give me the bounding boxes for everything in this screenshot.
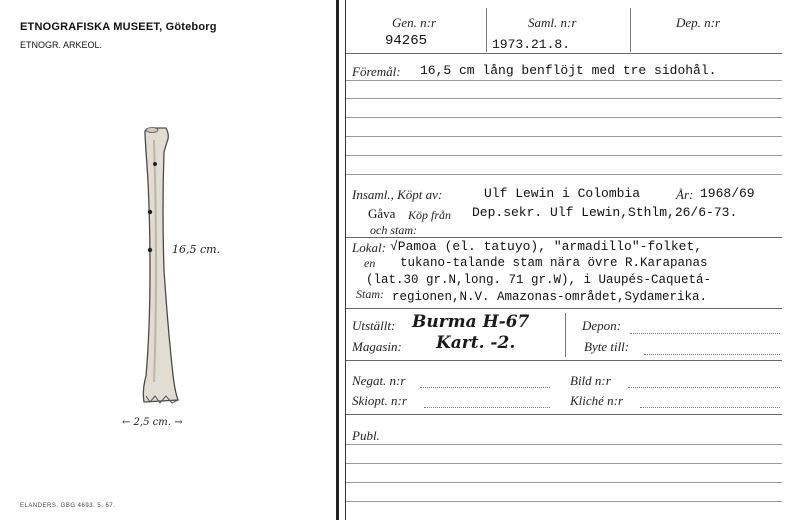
magasin-bottom-rule <box>346 360 782 361</box>
bild-field-line <box>628 387 780 388</box>
publ-line-4 <box>346 501 782 502</box>
kop-fran-label: Köp från <box>408 208 452 222</box>
lokal-bottom-rule <box>346 308 782 309</box>
magasin-value: Kart. -2. <box>436 333 516 353</box>
gen-nr-label: Gen. n:r <box>392 15 437 30</box>
utstallt-divider <box>565 313 566 357</box>
lokal-line-3: (lat.30 gr.N,long. 71 gr.W), i Uaupés-Caquetá- <box>366 273 712 287</box>
skiopt-field-line <box>424 407 550 408</box>
saml-nr-label: Saml. n:r <box>528 15 577 30</box>
en-label: en <box>364 256 376 270</box>
museum-name: ETNOGRAFISKA MUSEET, Göteborg <box>20 21 217 33</box>
bild-label: Bild n:r <box>570 373 611 388</box>
publ-line-1 <box>346 444 782 445</box>
publ-label: Publ. <box>352 428 380 443</box>
dep-nr-label: Dep. n:r <box>676 15 721 30</box>
ar-value: 1968/69 <box>700 186 755 201</box>
och-stam-label: och stam: <box>370 223 417 237</box>
lokal-line-2: tukano-talande stam nära övre R.Karapanas <box>400 256 708 270</box>
lokal-line-4: regionen,N.V. Amazonas-området,Sydamerika. <box>392 290 708 304</box>
byte-till-label: Byte till: <box>584 339 630 354</box>
insaml-value: Ulf Lewin i Colombia <box>484 186 641 201</box>
depon-field-line <box>630 333 780 334</box>
department-label: ETNOGR. ARKEOL. <box>20 40 103 50</box>
gen-nr-value: 94265 <box>385 33 428 49</box>
header-divider-1 <box>486 8 487 52</box>
foremal-line-1 <box>346 80 782 81</box>
publ-line-2 <box>346 463 782 464</box>
cliche-field-line <box>640 407 780 408</box>
gava-label: Gåva <box>368 206 396 221</box>
foremal-line-5 <box>346 155 782 156</box>
magasin-label: Magasin: <box>352 339 402 354</box>
foremal-line-6 <box>346 174 782 175</box>
negat-field-line <box>420 387 550 388</box>
foremal-line-2 <box>346 98 782 99</box>
stam-label: Stam: <box>356 287 384 301</box>
skiopt-bottom-rule <box>346 414 782 415</box>
insaml-label: Insaml., Köpt av: <box>352 187 443 202</box>
card-margin-line <box>345 0 346 520</box>
byte-till-field-line <box>644 354 780 355</box>
foremal-line-3 <box>346 117 782 118</box>
cliche-label: Kliché n:r <box>570 393 624 408</box>
length-annotation: 16,5 cm. <box>172 243 221 256</box>
lokal-label: Lokal: <box>352 240 386 255</box>
depon-label: Depon: <box>582 318 621 333</box>
header-divider-2 <box>630 8 631 52</box>
foremal-line-4 <box>346 136 782 137</box>
card-left-border <box>336 0 339 520</box>
skiopt-label: Skiopt. n:r <box>352 393 407 408</box>
negat-label: Negat. n:r <box>352 373 406 388</box>
flute-hole-3 <box>148 248 152 252</box>
utstallt-label: Utställt: <box>352 318 396 333</box>
header-bottom-rule <box>346 53 782 54</box>
utstallt-value: Burma H-67 <box>412 312 530 332</box>
bone-flute-image <box>110 120 220 420</box>
flute-hole-2 <box>148 210 152 214</box>
flute-hole-1 <box>153 162 157 166</box>
lokal-line-1: √Pamoa (el. tatuyo), "armadillo"-folket, <box>390 239 703 254</box>
width-annotation: ← 2,5 cm. → <box>122 417 183 428</box>
publ-line-3 <box>346 482 782 483</box>
ar-label: År: <box>676 187 694 202</box>
saml-nr-value: 1973.21.8. <box>492 37 571 52</box>
gava-value: Dep.sekr. Ulf Lewin,Sthlm,26/6-73. <box>472 205 738 220</box>
foremal-label: Föremål: <box>352 64 401 79</box>
insaml-bottom-rule <box>346 237 782 238</box>
printer-imprint: ELANDERS. GBG 4693. 5. 67. <box>20 503 116 509</box>
foremal-value: 16,5 cm lång benflöjt med tre sidohål. <box>420 63 717 78</box>
